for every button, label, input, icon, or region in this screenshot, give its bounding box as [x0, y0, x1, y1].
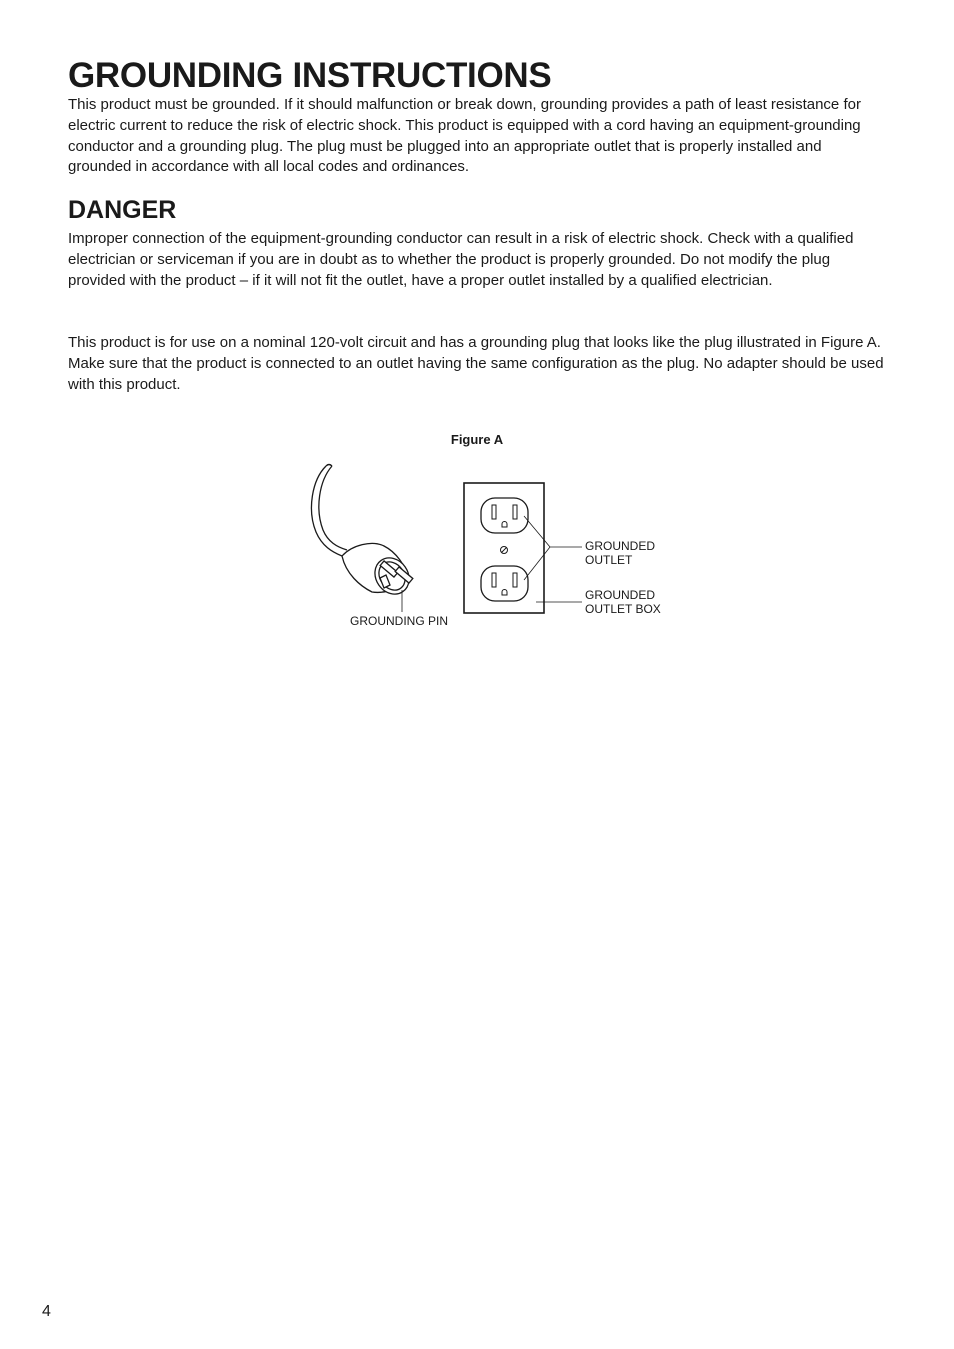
page-number: 4: [42, 1303, 51, 1320]
plug-icon: [311, 465, 416, 613]
intro-paragraph: This product must be grounded. If it should malfunction or break down, grounding provides a path of least resistance for electric current to reduce the risk of electric shock. This product is equipped with a cord having an equipment-grounding conductor and a grounding plug. The plug must be plugged into an appropriate outlet that is properly installed and grounded in accordance with all local codes and ordinances.: [68, 96, 861, 176]
usage-paragraph: This product is for use on a nominal 120-volt circuit and has a grounding plug that looks like the plug illustrated in Figure A. Make sure that the product is connected to an outlet having the same configuration as the plug. No adapter should be used with this product.: [68, 334, 884, 393]
figure-caption: Figure A: [450, 432, 504, 447]
grounded-outlet-label-line2: OUTLET: [585, 553, 633, 567]
danger-heading: DANGER: [68, 196, 177, 224]
grounded-outlet-box-label-line1: GROUNDED: [585, 588, 656, 602]
grounded-outlet-box-label-line2: OUTLET BOX: [585, 602, 661, 616]
grounding-pin-label: GROUNDING PIN: [350, 614, 449, 628]
danger-paragraph: Improper connection of the equipment-grounding conductor can result in a risk of electric shock. Check with a qualified electrician or serviceman if you are in doubt as to whether the product is properly grounded. Do not modify the plug provided with the product – if it will not fit the outlet, have a proper outlet installed by a qualified electrician.: [68, 230, 854, 289]
grounded-outlet-label-line1: GROUNDED: [585, 539, 656, 553]
page-title: GROUNDING INSTRUCTIONS: [68, 56, 552, 95]
outlet-box-icon: [464, 483, 582, 613]
